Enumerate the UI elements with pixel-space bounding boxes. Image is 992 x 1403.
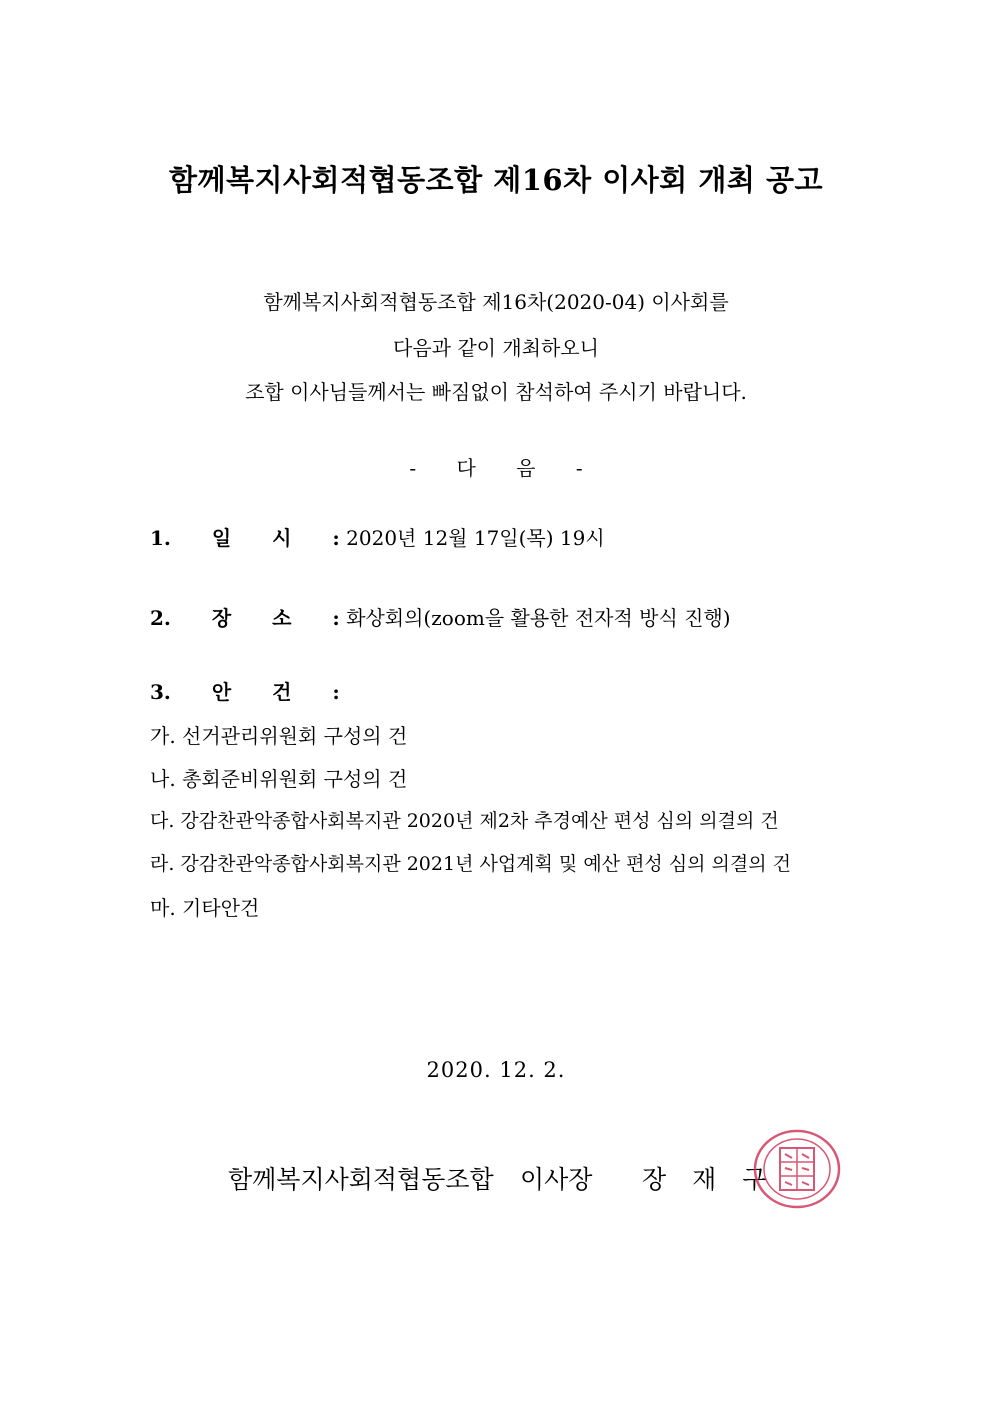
signature-name: 장 재 구 — [642, 1165, 767, 1194]
intro-line-2: 다음과 같이 개최하오니 — [393, 336, 599, 360]
item-datetime-label: 1. 일 시 : — [150, 526, 340, 550]
agenda-item-4: 라. 강감찬관악종합사회복지관 2021년 사업계획 및 예산 편성 심의 의결의 건 — [150, 853, 792, 875]
signature-role: 이사장 — [520, 1165, 593, 1194]
item-agenda — [150, 676, 340, 705]
intro-line-1: 함께복지사회적협동조합 제16차(2020-04) 이사회를 — [263, 290, 729, 314]
item-place — [150, 602, 731, 631]
item-agenda-label: 3. 안 건 : — [150, 680, 340, 704]
signature-org: 함께복지사회적협동조합 — [228, 1165, 494, 1194]
document-title: 함께복지사회적협동조합 제16차 이사회 개최 공고 — [168, 163, 824, 197]
agenda-item-5: 마. 기타안건 — [150, 896, 260, 920]
item-datetime — [150, 522, 605, 551]
announcement-date: 2020. 12. 2. — [426, 1058, 566, 1082]
agenda-item-1: 가. 선거관리위원회 구성의 건 — [150, 724, 408, 748]
agenda-item-2: 나. 총회준비위원회 구성의 건 — [150, 767, 408, 791]
item-place-label: 2. 장 소 : — [150, 606, 340, 630]
item-place-value: 화상회의(zoom을 활용한 전자적 방식 진행) — [346, 606, 731, 630]
next-heading: - 다 음 - — [409, 456, 583, 480]
item-datetime-value: 2020년 12월 17일(목) 19시 — [346, 526, 605, 550]
official-seal-icon — [752, 1128, 842, 1210]
intro-line-3: 조합 이사님들께서는 빠짐없이 참석하여 주시기 바랍니다. — [245, 380, 747, 404]
agenda-item-3: 다. 강감찬관악종합사회복지관 2020년 제2차 추경예산 편성 심의 의결의 건 — [150, 810, 779, 832]
